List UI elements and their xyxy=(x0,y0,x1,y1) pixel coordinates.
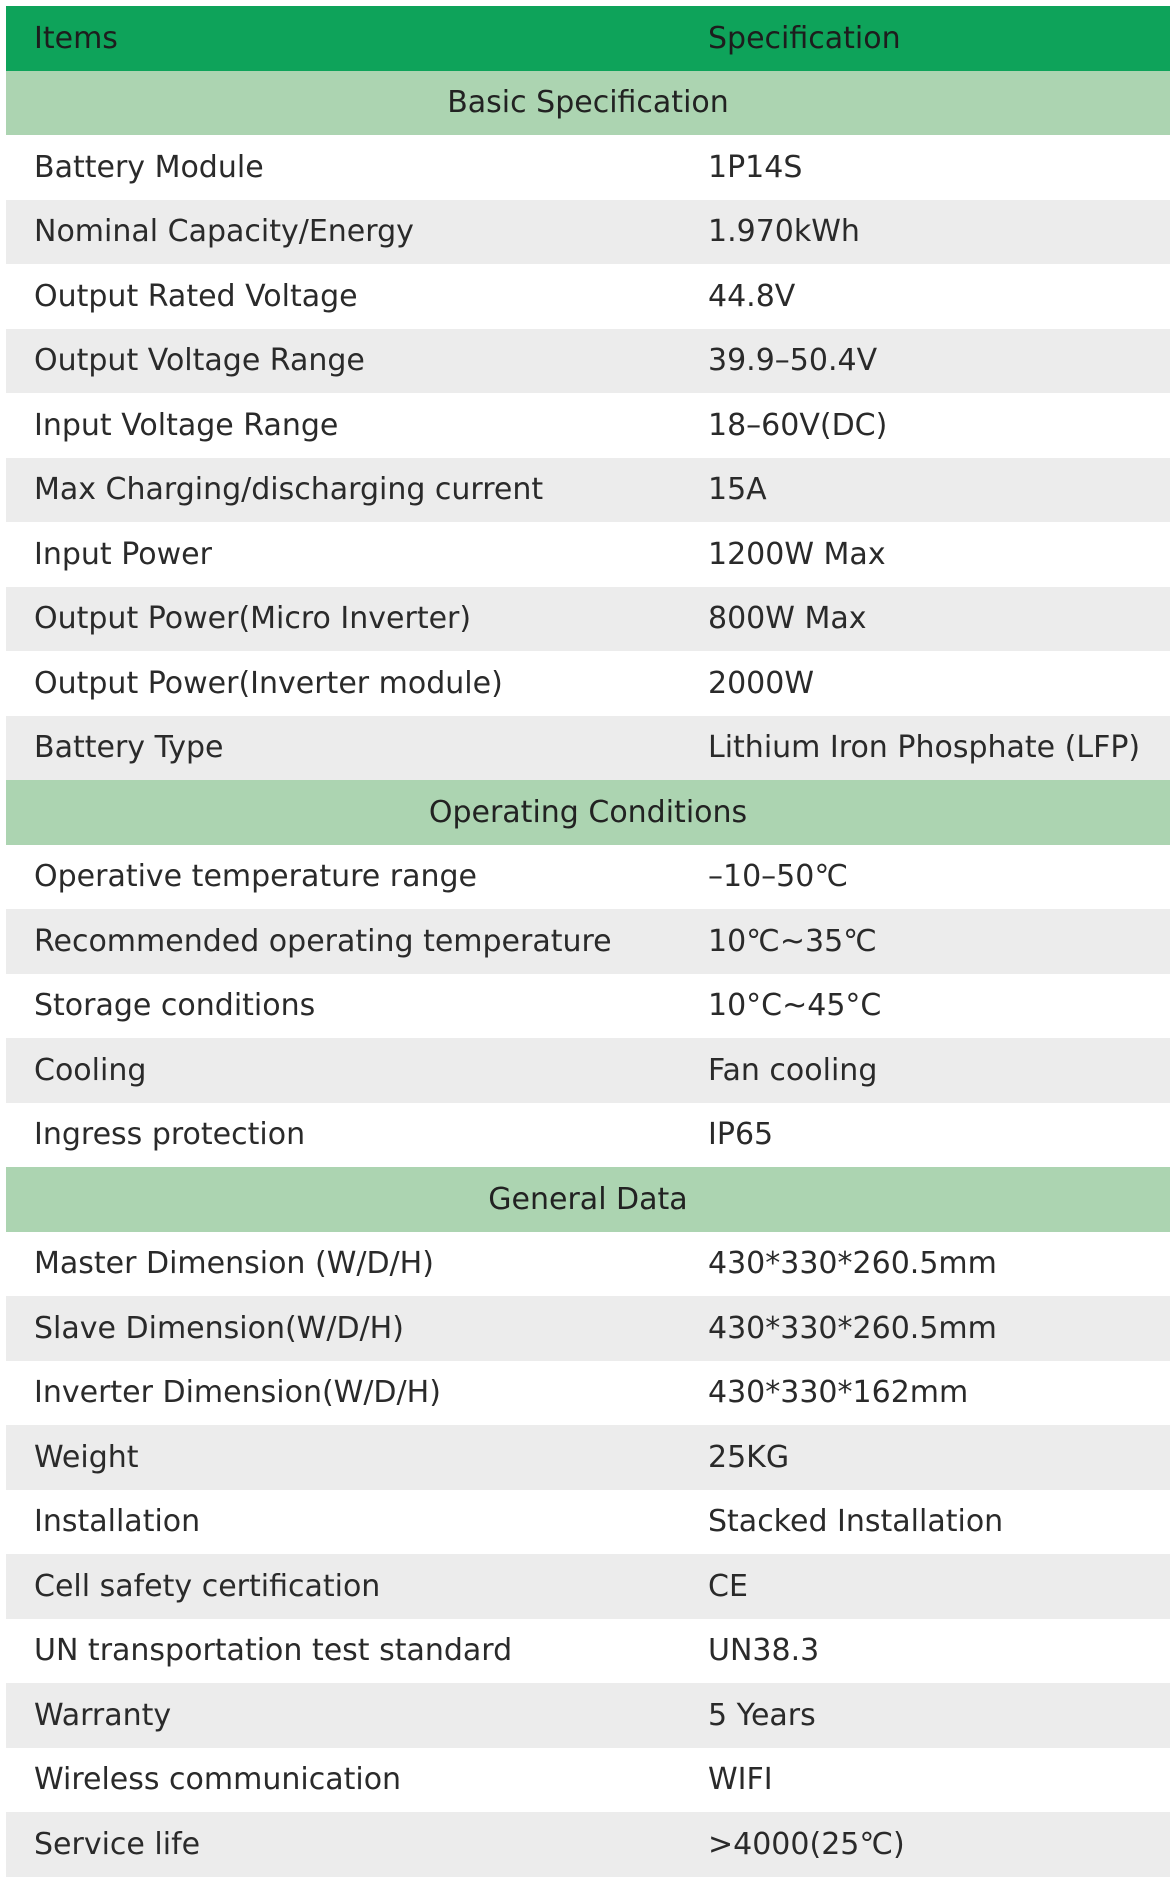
spec-cell: 10℃~35℃ xyxy=(708,923,877,959)
item-cell: Cooling xyxy=(34,1052,147,1088)
item-cell: Service life xyxy=(34,1826,201,1862)
table-row xyxy=(6,329,1170,394)
item-cell: Output Voltage Range xyxy=(34,343,365,379)
item-cell: Battery Type xyxy=(34,730,224,766)
table-row xyxy=(6,587,1170,652)
item-cell: Output Power(Micro Inverter) xyxy=(34,601,472,637)
table-row xyxy=(6,1361,1170,1426)
spec-cell: 800W Max xyxy=(708,601,867,637)
spec-cell: UN38.3 xyxy=(708,1633,820,1669)
table-row xyxy=(6,974,1170,1039)
spec-cell: WIFI xyxy=(708,1762,773,1798)
spec-cell: 15A xyxy=(708,472,767,508)
spec-cell: 25KG xyxy=(708,1439,790,1475)
item-cell: Nominal Capacity/Energy xyxy=(34,214,414,250)
section-header-row xyxy=(6,1167,1170,1232)
item-cell: Master Dimension (W/D/H) xyxy=(34,1246,434,1282)
table-row xyxy=(6,1683,1170,1748)
spec-cell: –10–50℃ xyxy=(708,859,849,895)
section-title: Operating Conditions xyxy=(428,794,748,830)
spec-cell: 1P14S xyxy=(708,149,803,185)
item-cell: Output Power(Inverter module) xyxy=(34,665,503,701)
spec-cell: CE xyxy=(708,1568,748,1604)
table-body xyxy=(6,71,1170,1877)
table-row xyxy=(6,716,1170,781)
table-row xyxy=(6,651,1170,716)
spec-cell: 430*330*162mm xyxy=(708,1375,969,1411)
item-cell: Input Voltage Range xyxy=(34,407,339,443)
spec-cell: 39.9–50.4V xyxy=(708,343,878,379)
spec-cell: 5 Years xyxy=(708,1697,816,1733)
item-cell: Operative temperature range xyxy=(34,859,478,895)
table-row xyxy=(6,200,1170,265)
spec-cell: 10°C~45°C xyxy=(708,988,882,1024)
table-row xyxy=(6,1103,1170,1168)
header-items: Items xyxy=(34,20,118,56)
table-row xyxy=(6,135,1170,200)
item-cell: Recommended operating temperature xyxy=(34,923,612,959)
table-row xyxy=(6,522,1170,587)
section-title: Basic Specification xyxy=(447,85,729,121)
header-specification: Specification xyxy=(708,20,901,56)
table-row xyxy=(6,1748,1170,1813)
table-row xyxy=(6,458,1170,523)
table-row xyxy=(6,909,1170,974)
specification-table xyxy=(6,6,1170,1877)
spec-cell: 1200W Max xyxy=(708,536,886,572)
item-cell: Installation xyxy=(34,1504,201,1540)
spec-cell: Fan cooling xyxy=(708,1052,878,1088)
table-row xyxy=(6,1490,1170,1555)
item-cell: Warranty xyxy=(34,1697,172,1733)
item-cell: Input Power xyxy=(34,536,212,572)
section-title: General Data xyxy=(488,1181,688,1217)
item-cell: Ingress protection xyxy=(34,1117,306,1153)
item-cell: Cell safety certification xyxy=(34,1568,381,1604)
spec-cell: 44.8V xyxy=(708,278,796,314)
table-row xyxy=(6,845,1170,910)
table-row xyxy=(6,1812,1170,1877)
item-cell: Inverter Dimension(W/D/H) xyxy=(34,1375,441,1411)
spec-cell: 1.970kWh xyxy=(708,214,860,250)
item-cell: Wireless communication xyxy=(34,1762,402,1798)
table-row xyxy=(6,1232,1170,1297)
spec-cell: Stacked Installation xyxy=(708,1504,1004,1540)
table-row xyxy=(6,1619,1170,1684)
table-header-row xyxy=(6,6,1170,71)
spec-cell: IP65 xyxy=(708,1117,774,1153)
item-cell: Output Rated Voltage xyxy=(34,278,358,314)
table-row xyxy=(6,1425,1170,1490)
spec-cell: 2000W xyxy=(708,665,815,701)
spec-cell: Lithium Iron Phosphate (LFP) xyxy=(708,730,1141,766)
item-cell: Slave Dimension(W/D/H) xyxy=(34,1310,404,1346)
item-cell: Max Charging/discharging current xyxy=(34,472,544,508)
table-row xyxy=(6,393,1170,458)
table-row xyxy=(6,1296,1170,1361)
section-header-row xyxy=(6,71,1170,136)
spec-cell: >4000(25℃) xyxy=(708,1826,905,1862)
spec-cell: 18–60V(DC) xyxy=(708,407,888,443)
table-row xyxy=(6,264,1170,329)
section-header-row xyxy=(6,780,1170,845)
item-cell: Battery Module xyxy=(34,149,264,185)
table-row xyxy=(6,1038,1170,1103)
spec-cell: 430*330*260.5mm xyxy=(708,1246,997,1282)
item-cell: Storage conditions xyxy=(34,988,316,1024)
spec-cell: 430*330*260.5mm xyxy=(708,1310,997,1346)
item-cell: Weight xyxy=(34,1439,139,1475)
table-row xyxy=(6,1554,1170,1619)
item-cell: UN transportation test standard xyxy=(34,1633,513,1669)
